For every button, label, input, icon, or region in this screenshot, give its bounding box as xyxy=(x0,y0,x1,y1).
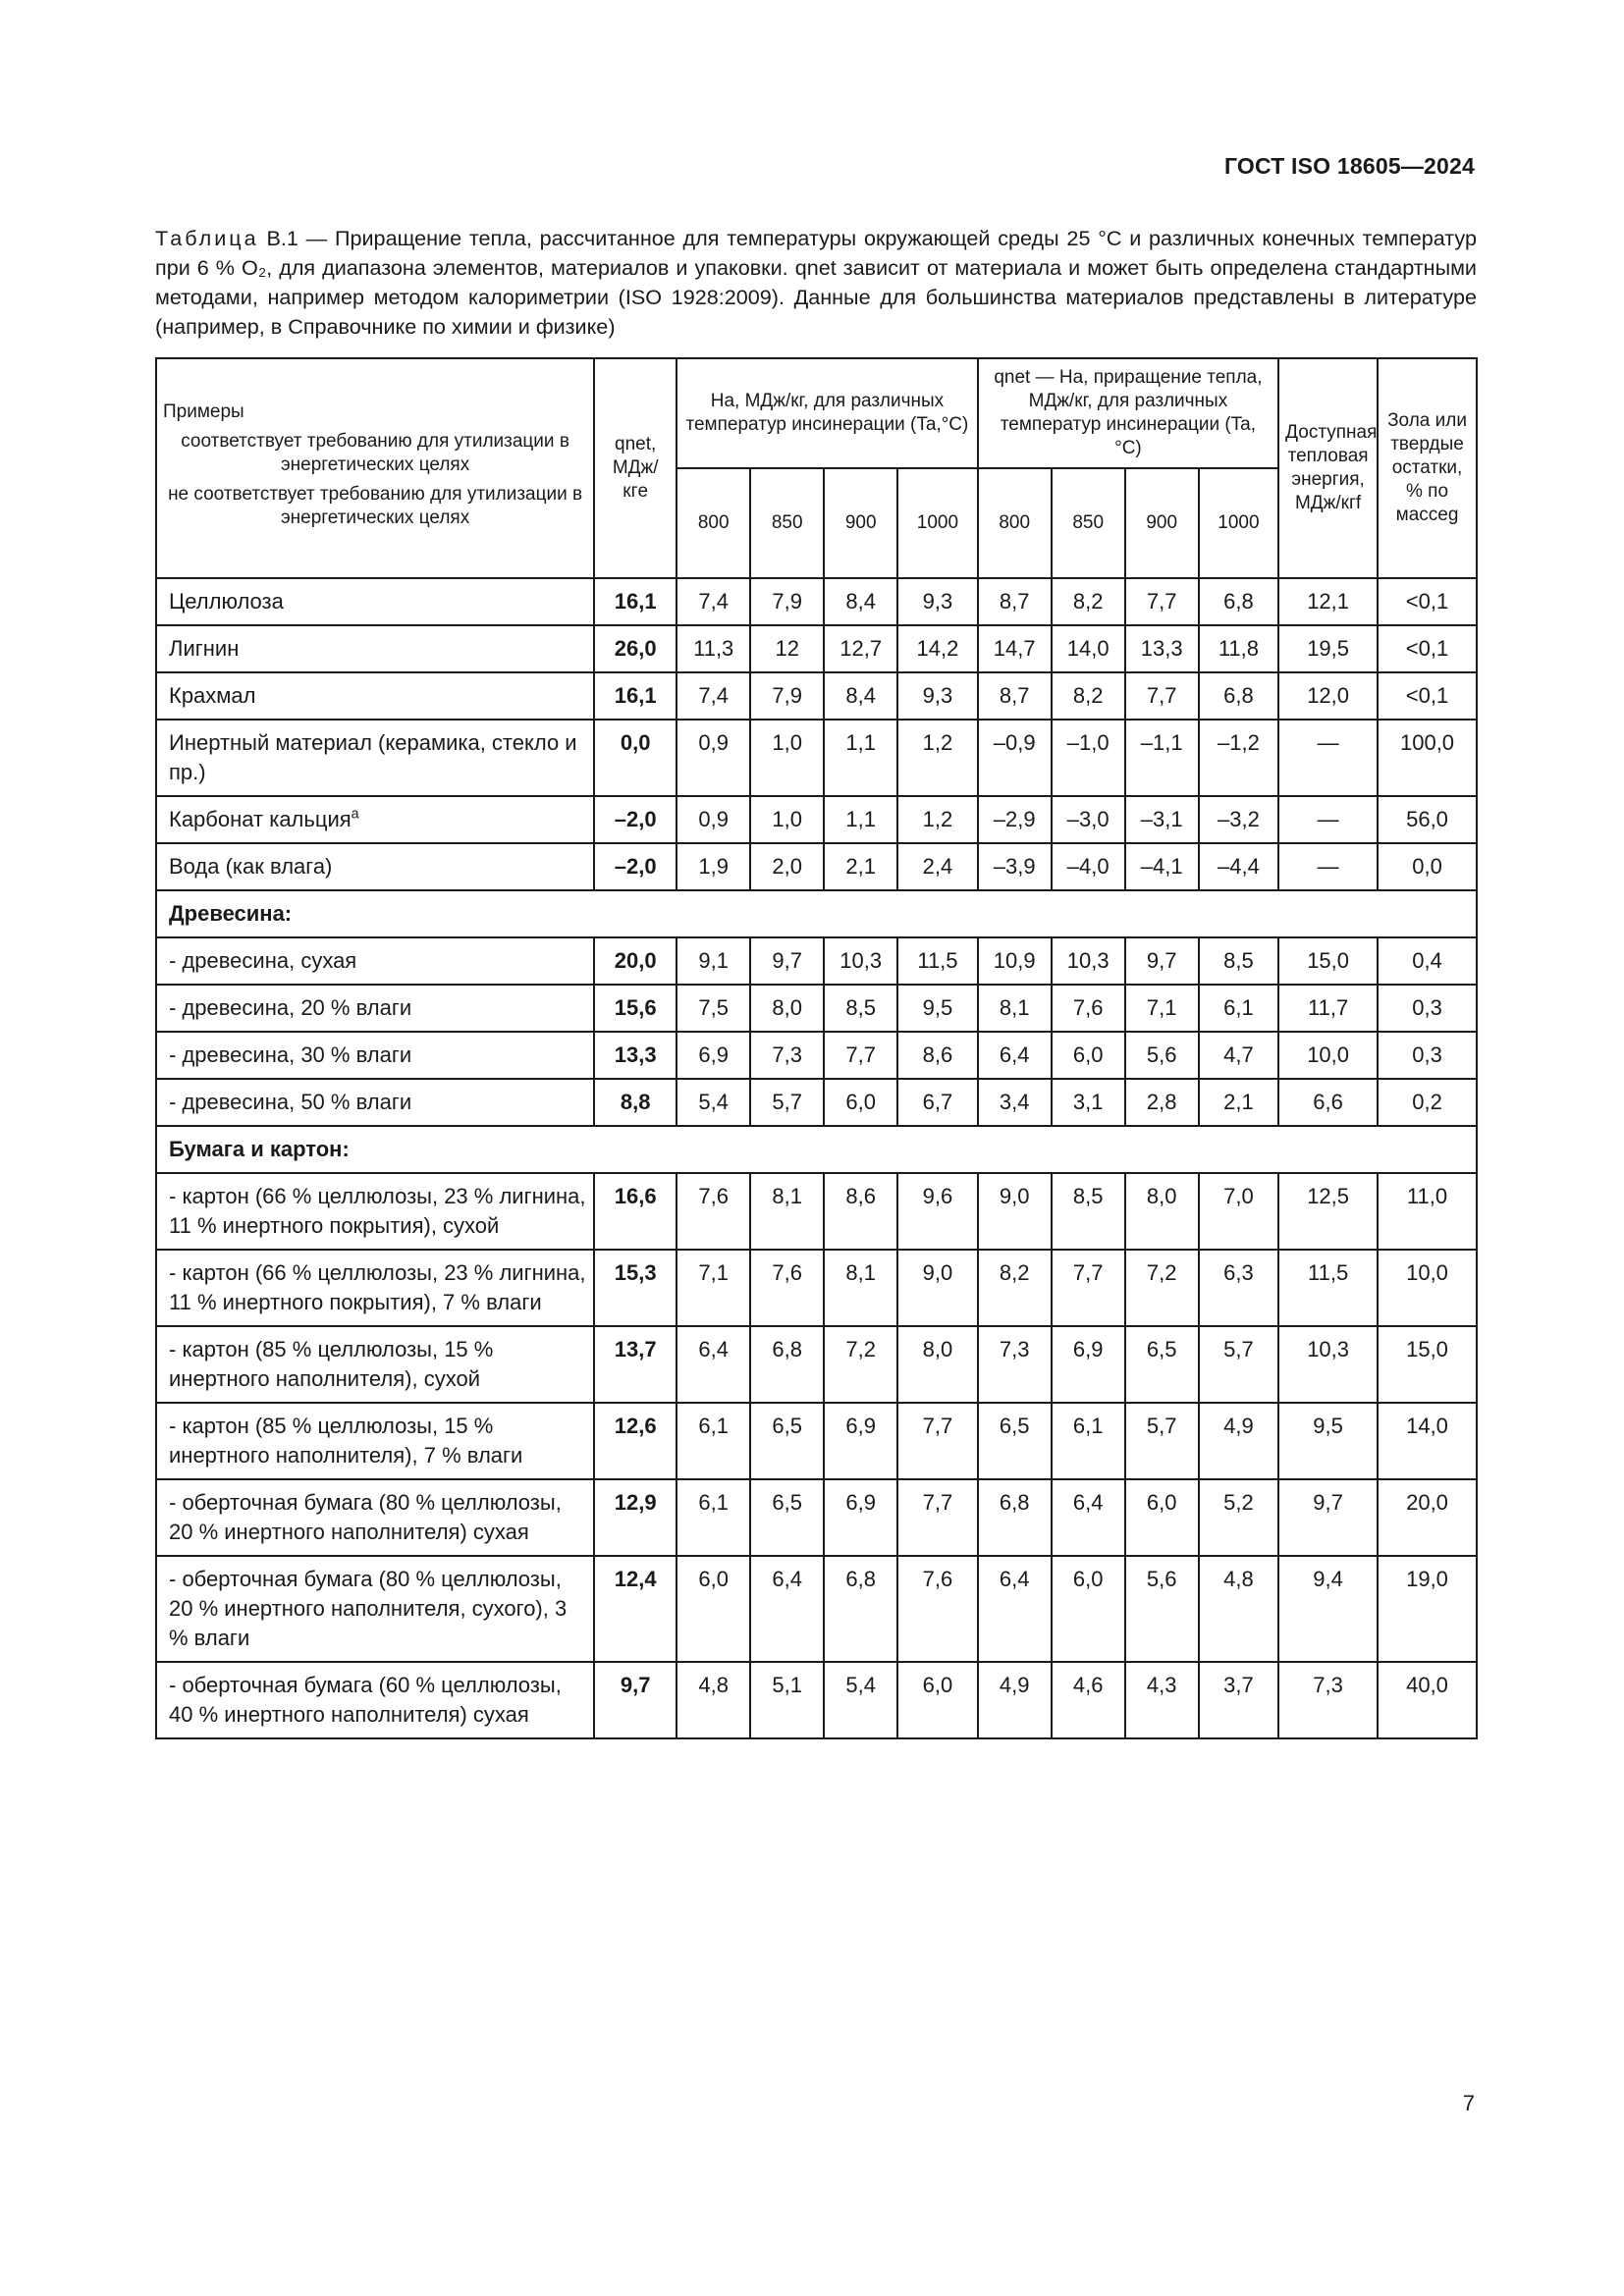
header-qnet: qnet, МДж/кгe xyxy=(594,358,677,578)
qnet-value: 15,3 xyxy=(594,1250,677,1326)
qnet-value: 12,4 xyxy=(594,1556,677,1662)
header-temp: 900 xyxy=(1125,468,1199,578)
value-cell: 14,7 xyxy=(978,625,1052,672)
value-cell: 8,2 xyxy=(978,1250,1052,1326)
material-name-text: - древесина, 50 % влаги xyxy=(169,1090,412,1114)
value-cell: 7,2 xyxy=(1125,1250,1199,1326)
value-cell: 7,7 xyxy=(1125,672,1199,720)
material-name xyxy=(156,796,594,843)
qnet-value: –2,0 xyxy=(594,796,677,843)
value-cell: –4,1 xyxy=(1125,843,1199,890)
material-name xyxy=(156,937,594,985)
value-cell: 6,8 xyxy=(1199,578,1279,625)
material-name-text: Крахмал xyxy=(169,683,256,708)
document-code: ГОСТ ISO 18605—2024 xyxy=(1223,153,1475,179)
value-cell: 5,1 xyxy=(750,1662,824,1738)
material-name xyxy=(156,720,594,796)
caption-text: В.1 — Приращение тепла, рассчитанное для температуры окружающей среды 25 °С и различных конечных температур при 6 % O₂, для диапазона элементов, материалов и упаковки. qnet зависит от материала и может быть определена стандартными методами, например методом калориметрии (ISO 1928:2009). Данные для большинства материалов представлены в литературе (например, в Справочнике по химии и физике) xyxy=(155,226,1478,339)
value-cell: 7,7 xyxy=(897,1479,977,1556)
table-row xyxy=(156,1173,1477,1250)
value-cell: 8,2 xyxy=(1052,578,1125,625)
value-cell: 6,0 xyxy=(897,1662,977,1738)
qnet-value: 12,9 xyxy=(594,1479,677,1556)
value-cell: 8,1 xyxy=(750,1173,824,1250)
value-cell: –2,9 xyxy=(978,796,1052,843)
header-ha: Ha, МДж/кг, для различных температур инсинерации (Ta,°C) xyxy=(677,358,977,468)
table-row xyxy=(156,937,1477,985)
value-cell: 6,9 xyxy=(1052,1326,1125,1403)
header-temp: 800 xyxy=(978,468,1052,578)
value-cell: 9,7 xyxy=(1125,937,1199,985)
value-cell: 14,2 xyxy=(897,625,977,672)
value-cell: — xyxy=(1278,843,1378,890)
value-cell: 7,6 xyxy=(750,1250,824,1326)
value-cell: 3,7 xyxy=(1199,1662,1279,1738)
value-cell: 6,4 xyxy=(750,1556,824,1662)
material-name xyxy=(156,1479,594,1556)
table-row xyxy=(156,1403,1477,1479)
value-cell: 4,8 xyxy=(677,1662,750,1738)
value-cell: 12,1 xyxy=(1278,578,1378,625)
qnet-value: 26,0 xyxy=(594,625,677,672)
value-cell: 6,3 xyxy=(1199,1250,1279,1326)
value-cell: 12,5 xyxy=(1278,1173,1378,1250)
caption-label: Таблица xyxy=(155,226,259,250)
material-name-text: - картон (85 % целлюлозы, 15 % инертного наполнителя), сухой xyxy=(169,1337,494,1391)
value-cell: 13,3 xyxy=(1125,625,1199,672)
value-cell: 2,1 xyxy=(1199,1079,1279,1126)
section-row xyxy=(156,890,1477,937)
value-cell: 11,5 xyxy=(1278,1250,1378,1326)
value-cell: –1,0 xyxy=(1052,720,1125,796)
qnet-value: –2,0 xyxy=(594,843,677,890)
value-cell: –4,0 xyxy=(1052,843,1125,890)
material-name xyxy=(156,672,594,720)
value-cell: 6,1 xyxy=(677,1479,750,1556)
header-temp: 800 xyxy=(677,468,750,578)
table-row xyxy=(156,1250,1477,1326)
material-name xyxy=(156,625,594,672)
value-cell: 7,7 xyxy=(824,1032,897,1079)
header-examples-line2: не соответствует требованию для утилизации в энергетических целях xyxy=(168,484,583,528)
value-cell: 1,2 xyxy=(897,720,977,796)
table-row xyxy=(156,625,1477,672)
value-cell: 14,0 xyxy=(1378,1403,1477,1479)
value-cell: 0,2 xyxy=(1378,1079,1477,1126)
value-cell: <0,1 xyxy=(1378,625,1477,672)
value-cell: 10,3 xyxy=(1052,937,1125,985)
value-cell: 19,0 xyxy=(1378,1556,1477,1662)
value-cell: 4,8 xyxy=(1199,1556,1279,1662)
material-name xyxy=(156,1250,594,1326)
value-cell: 5,4 xyxy=(824,1662,897,1738)
value-cell: 1,0 xyxy=(750,720,824,796)
table-body xyxy=(156,578,1477,1738)
value-cell: 6,8 xyxy=(750,1326,824,1403)
value-cell: 7,4 xyxy=(677,578,750,625)
table-row xyxy=(156,1479,1477,1556)
value-cell: 7,2 xyxy=(824,1326,897,1403)
value-cell: 0,3 xyxy=(1378,985,1477,1032)
value-cell: 6,4 xyxy=(978,1556,1052,1662)
value-cell: 4,6 xyxy=(1052,1662,1125,1738)
value-cell: 9,7 xyxy=(750,937,824,985)
material-name xyxy=(156,843,594,890)
heat-gain-table xyxy=(155,357,1478,1739)
table-row xyxy=(156,578,1477,625)
value-cell: 8,7 xyxy=(978,578,1052,625)
value-cell: 0,9 xyxy=(677,796,750,843)
value-cell: 9,7 xyxy=(1278,1479,1378,1556)
page-number: 7 xyxy=(1462,2091,1475,2115)
value-cell: 8,0 xyxy=(897,1326,977,1403)
table-row xyxy=(156,843,1477,890)
value-cell: 56,0 xyxy=(1378,796,1477,843)
value-cell: 6,1 xyxy=(1199,985,1279,1032)
value-cell: 7,7 xyxy=(897,1403,977,1479)
value-cell: 20,0 xyxy=(1378,1479,1477,1556)
value-cell: –4,4 xyxy=(1199,843,1279,890)
table-row xyxy=(156,1556,1477,1662)
value-cell: 12,0 xyxy=(1278,672,1378,720)
value-cell: 6,4 xyxy=(677,1326,750,1403)
value-cell: 4,7 xyxy=(1199,1032,1279,1079)
value-cell: 7,7 xyxy=(1125,578,1199,625)
table-row xyxy=(156,672,1477,720)
value-cell: 0,9 xyxy=(677,720,750,796)
material-name-text: - картон (66 % целлюлозы, 23 % лигнина, 11 % инертного покрытия), сухой xyxy=(169,1184,586,1238)
value-cell: 4,3 xyxy=(1125,1662,1199,1738)
value-cell: 6,5 xyxy=(978,1403,1052,1479)
header-temp: 1000 xyxy=(1199,468,1279,578)
material-name-text: - оберточная бумага (80 % целлюлозы, 20 % инертного наполнителя, сухого), 3 % влаги xyxy=(169,1567,568,1650)
value-cell: 6,8 xyxy=(824,1556,897,1662)
material-name-text: - древесина, 20 % влаги xyxy=(169,995,412,1020)
value-cell: — xyxy=(1278,796,1378,843)
value-cell: 11,7 xyxy=(1278,985,1378,1032)
header-examples-title: Примеры xyxy=(163,401,244,422)
value-cell: 3,4 xyxy=(978,1079,1052,1126)
section-title: Бумага и картон: xyxy=(156,1126,1477,1173)
header-temp: 850 xyxy=(750,468,824,578)
material-name xyxy=(156,985,594,1032)
qnet-value: 20,0 xyxy=(594,937,677,985)
value-cell: –3,9 xyxy=(978,843,1052,890)
value-cell: 9,1 xyxy=(677,937,750,985)
value-cell: 6,5 xyxy=(750,1403,824,1479)
value-cell: 6,7 xyxy=(897,1079,977,1126)
value-cell: 6,0 xyxy=(1052,1556,1125,1662)
value-cell: 6,5 xyxy=(1125,1326,1199,1403)
value-cell: 7,7 xyxy=(1052,1250,1125,1326)
value-cell: 7,6 xyxy=(897,1556,977,1662)
value-cell: <0,1 xyxy=(1378,578,1477,625)
value-cell: 2,0 xyxy=(750,843,824,890)
qnet-value: 16,1 xyxy=(594,578,677,625)
qnet-value: 13,3 xyxy=(594,1032,677,1079)
material-name xyxy=(156,1032,594,1079)
value-cell: 6,0 xyxy=(677,1556,750,1662)
value-cell: 11,5 xyxy=(897,937,977,985)
value-cell: 40,0 xyxy=(1378,1662,1477,1738)
value-cell: 8,2 xyxy=(1052,672,1125,720)
value-cell: 4,9 xyxy=(978,1662,1052,1738)
value-cell: 5,6 xyxy=(1125,1032,1199,1079)
value-cell: 6,0 xyxy=(1125,1479,1199,1556)
header-temp: 900 xyxy=(824,468,897,578)
material-name-text: - древесина, 30 % влаги xyxy=(169,1042,412,1067)
value-cell: 7,9 xyxy=(750,672,824,720)
value-cell: 1,2 xyxy=(897,796,977,843)
value-cell: 6,9 xyxy=(677,1032,750,1079)
material-name xyxy=(156,1403,594,1479)
value-cell: 1,1 xyxy=(824,796,897,843)
value-cell: 8,0 xyxy=(1125,1173,1199,1250)
value-cell: 6,0 xyxy=(1052,1032,1125,1079)
value-cell: 5,7 xyxy=(1125,1403,1199,1479)
material-name-text: - картон (85 % целлюлозы, 15 % инертного наполнителя), 7 % влаги xyxy=(169,1414,523,1468)
value-cell: — xyxy=(1278,720,1378,796)
value-cell: 9,5 xyxy=(897,985,977,1032)
value-cell: 6,0 xyxy=(824,1079,897,1126)
header-available-energy: Доступная тепловая энергия, МДж/кгf xyxy=(1278,358,1378,578)
material-name-text: - оберточная бумага (60 % целлюлозы, 40 % инертного наполнителя) сухая xyxy=(169,1673,562,1727)
qnet-value: 13,7 xyxy=(594,1326,677,1403)
qnet-value: 16,6 xyxy=(594,1173,677,1250)
value-cell: 7,5 xyxy=(677,985,750,1032)
qnet-value: 8,8 xyxy=(594,1079,677,1126)
material-name-text: - картон (66 % целлюлозы, 23 % лигнина, 11 % инертного покрытия), 7 % влаги xyxy=(169,1260,586,1314)
value-cell: 6,9 xyxy=(824,1403,897,1479)
table-row xyxy=(156,1326,1477,1403)
qnet-value: 0,0 xyxy=(594,720,677,796)
value-cell: <0,1 xyxy=(1378,672,1477,720)
table-row xyxy=(156,796,1477,843)
header-ash: Зола или твердые остатки, % по массеg xyxy=(1378,358,1477,578)
value-cell: 9,3 xyxy=(897,672,977,720)
value-cell: 5,6 xyxy=(1125,1556,1199,1662)
value-cell: 5,2 xyxy=(1199,1479,1279,1556)
table-row xyxy=(156,720,1477,796)
value-cell: 15,0 xyxy=(1378,1326,1477,1403)
material-name-text: Карбонат кальция xyxy=(169,807,352,831)
value-cell: 6,1 xyxy=(1052,1403,1125,1479)
value-cell: –3,1 xyxy=(1125,796,1199,843)
value-cell: 11,0 xyxy=(1378,1173,1477,1250)
value-cell: 8,5 xyxy=(1052,1173,1125,1250)
value-cell: 6,8 xyxy=(1199,672,1279,720)
material-name xyxy=(156,1662,594,1738)
value-cell: 6,8 xyxy=(978,1479,1052,1556)
material-name-text: - древесина, сухая xyxy=(169,948,357,973)
section-row xyxy=(156,1126,1477,1173)
qnet-value: 16,1 xyxy=(594,672,677,720)
value-cell: 5,7 xyxy=(750,1079,824,1126)
material-name xyxy=(156,1079,594,1126)
value-cell: 100,0 xyxy=(1378,720,1477,796)
header-examples xyxy=(156,358,594,578)
value-cell: 7,6 xyxy=(677,1173,750,1250)
table-row xyxy=(156,985,1477,1032)
value-cell: 10,9 xyxy=(978,937,1052,985)
value-cell: 7,3 xyxy=(978,1326,1052,1403)
value-cell: 10,3 xyxy=(824,937,897,985)
value-cell: 7,1 xyxy=(1125,985,1199,1032)
value-cell: 9,5 xyxy=(1278,1403,1378,1479)
value-cell: 10,0 xyxy=(1378,1250,1477,1326)
value-cell: 5,4 xyxy=(677,1079,750,1126)
material-name xyxy=(156,578,594,625)
value-cell: –3,0 xyxy=(1052,796,1125,843)
value-cell: 6,6 xyxy=(1278,1079,1378,1126)
value-cell: 6,4 xyxy=(1052,1479,1125,1556)
value-cell: 2,8 xyxy=(1125,1079,1199,1126)
value-cell: 0,0 xyxy=(1378,843,1477,890)
header-heat-gain: qnet — Ha, приращение тепла, МДж/кг, для различных температур инсинерации (Ta, °C) xyxy=(978,358,1279,468)
header-temp: 850 xyxy=(1052,468,1125,578)
qnet-value: 12,6 xyxy=(594,1403,677,1479)
value-cell: 8,6 xyxy=(824,1173,897,1250)
header-temp: 1000 xyxy=(897,468,977,578)
value-cell: 1,9 xyxy=(677,843,750,890)
value-cell: –1,1 xyxy=(1125,720,1199,796)
value-cell: 12 xyxy=(750,625,824,672)
value-cell: –1,2 xyxy=(1199,720,1279,796)
value-cell: 9,3 xyxy=(897,578,977,625)
table-row xyxy=(156,1032,1477,1079)
value-cell: 0,4 xyxy=(1378,937,1477,985)
section-title: Древесина: xyxy=(156,890,1477,937)
value-cell: 11,3 xyxy=(677,625,750,672)
value-cell: 8,4 xyxy=(824,672,897,720)
value-cell: 8,0 xyxy=(750,985,824,1032)
value-cell: 8,5 xyxy=(824,985,897,1032)
header-examples-line1: соответствует требованию для утилизации в энергетических целях xyxy=(181,431,569,475)
table-row xyxy=(156,1079,1477,1126)
value-cell: 19,5 xyxy=(1278,625,1378,672)
value-cell: 9,6 xyxy=(897,1173,977,1250)
value-cell: 7,3 xyxy=(750,1032,824,1079)
material-name-text: - оберточная бумага (80 % целлюлозы, 20 % инертного наполнителя) сухая xyxy=(169,1490,562,1544)
value-cell: 9,4 xyxy=(1278,1556,1378,1662)
material-name-text: Лигнин xyxy=(169,636,240,661)
value-cell: 8,5 xyxy=(1199,937,1279,985)
value-cell: 9,0 xyxy=(897,1250,977,1326)
material-name xyxy=(156,1326,594,1403)
value-cell: 7,4 xyxy=(677,672,750,720)
value-cell: 6,9 xyxy=(824,1479,897,1556)
value-cell: 1,1 xyxy=(824,720,897,796)
value-cell: 8,6 xyxy=(897,1032,977,1079)
value-cell: 6,5 xyxy=(750,1479,824,1556)
value-cell: 8,4 xyxy=(824,578,897,625)
value-cell: 7,6 xyxy=(1052,985,1125,1032)
value-cell: 10,0 xyxy=(1278,1032,1378,1079)
material-name xyxy=(156,1556,594,1662)
value-cell: 7,1 xyxy=(677,1250,750,1326)
value-cell: 0,3 xyxy=(1378,1032,1477,1079)
value-cell: 15,0 xyxy=(1278,937,1378,985)
value-cell: 14,0 xyxy=(1052,625,1125,672)
table-row xyxy=(156,1662,1477,1738)
qnet-value: 9,7 xyxy=(594,1662,677,1738)
value-cell: 7,0 xyxy=(1199,1173,1279,1250)
value-cell: 12,7 xyxy=(824,625,897,672)
value-cell: –3,2 xyxy=(1199,796,1279,843)
value-cell: 11,8 xyxy=(1199,625,1279,672)
material-name-text: Инертный материал (керамика, стекло и пр.) xyxy=(169,730,577,784)
value-cell: 4,9 xyxy=(1199,1403,1279,1479)
value-cell: 1,0 xyxy=(750,796,824,843)
value-cell: 2,4 xyxy=(897,843,977,890)
value-cell: 7,9 xyxy=(750,578,824,625)
value-cell: 8,7 xyxy=(978,672,1052,720)
value-cell: 3,1 xyxy=(1052,1079,1125,1126)
table-caption xyxy=(155,224,1477,342)
value-cell: 8,1 xyxy=(978,985,1052,1032)
material-name xyxy=(156,1173,594,1250)
value-cell: 2,1 xyxy=(824,843,897,890)
value-cell: 6,1 xyxy=(677,1403,750,1479)
qnet-value: 15,6 xyxy=(594,985,677,1032)
material-name-text: Целлюлоза xyxy=(169,589,284,614)
footnote-marker: a xyxy=(351,806,359,823)
value-cell: –0,9 xyxy=(978,720,1052,796)
value-cell: 7,3 xyxy=(1278,1662,1378,1738)
value-cell: 6,4 xyxy=(978,1032,1052,1079)
value-cell: 10,3 xyxy=(1278,1326,1378,1403)
value-cell: 8,1 xyxy=(824,1250,897,1326)
material-name-text: Вода (как влага) xyxy=(169,854,333,879)
value-cell: 5,7 xyxy=(1199,1326,1279,1403)
value-cell: 9,0 xyxy=(978,1173,1052,1250)
